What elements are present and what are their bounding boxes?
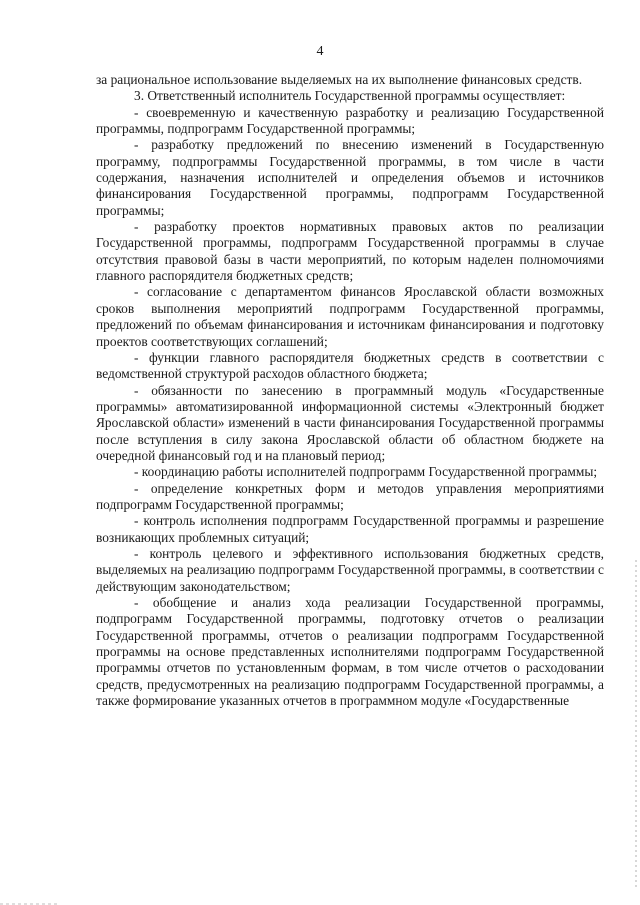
list-item-execution-control: - контроль исполнения подпрограмм Государственной программы и разрешение возникающих проблемных ситуаций; xyxy=(96,513,604,545)
list-item-development-implementation: - своевременную и качественную разработку и реализацию Государственной программы, подпрограмм Государственной программы; xyxy=(96,104,604,137)
list-item-management-methods: - определение конкретных форм и методов управления мероприятиями подпрограмм Государственной программы; xyxy=(96,480,604,512)
list-item-budget-use-control: - контроль целевого и эффективного использования бюджетных средств, выделяемых на реализацию подпрограмм Государственной программы, в соответствии с действующим законодательством; xyxy=(96,545,604,594)
list-item-finance-coordination: - согласование с департаментом финансов Ярославской области возможных сроков выполнения мероприятий подпрограмм Государственной программы, предложений по объемам финансирования и источникам финансирования и подготовку проектов соответствующих соглашений; xyxy=(96,284,604,349)
scan-edge-artifact xyxy=(635,560,637,890)
list-item-amendment-proposals: - разработку предложений по внесению изменений в Государственную программу, подпрограммы Государственной программы, в том числе в части содержания, назначения исполнителей и определения объемов и источников финансирования Государственной программы, подпрограмм Государственной программы; xyxy=(96,137,604,218)
list-item-budget-administrator-functions: - функции главного распорядителя бюджетных средств в соответствии с ведомственной структурой расходов областного бюджета; xyxy=(96,349,604,382)
list-item-reporting-analysis: - обобщение и анализ хода реализации Государственной программы, подпрограмм Государственной программы, подготовку отчетов о реализации Государственной программы, отчетов о реализации подпрограмм Государственной программы на основе представленных исполнителями подпрограмм Государственной программы отчетов по установленным формам, в том числе отчетов о расходовании средств, предусмотренных на реализацию подпрограмм Государственной программы, а также формирование указанных отчетов в программном модуле «Государственные xyxy=(96,595,604,709)
paragraph-clause-3: 3. Ответственный исполнитель Государственной программы осуществляет: xyxy=(134,88,566,104)
list-item-legal-acts-drafts: - разработку проектов нормативных правовых актов по реализации Государственной программы, подпрограмм Государственной программы в случае отсутствия правовой базы в части мероприятий, по которым наделен полномочиями главного распорядителя бюджетных средств; xyxy=(96,219,604,284)
document-body xyxy=(96,72,604,709)
list-item-executors-coordination: - координацию работы исполнителей подпрограмм Государственной программы; xyxy=(134,464,598,480)
list-item-program-module-entry: - обязанности по занесению в программный модуль «Государственные программы» автоматизированной информационной системы «Электронный бюджет Ярославской области» изменений в части финансирования Государственной программы после вступления в силу закона Ярославской области об областном бюджете на очередной финансовый год и на плановый период; xyxy=(96,382,604,463)
page-number: 4 xyxy=(316,44,324,59)
paragraph-continuation: за рациональное использование выделяемых на их выполнение финансовых средств. xyxy=(96,72,583,87)
